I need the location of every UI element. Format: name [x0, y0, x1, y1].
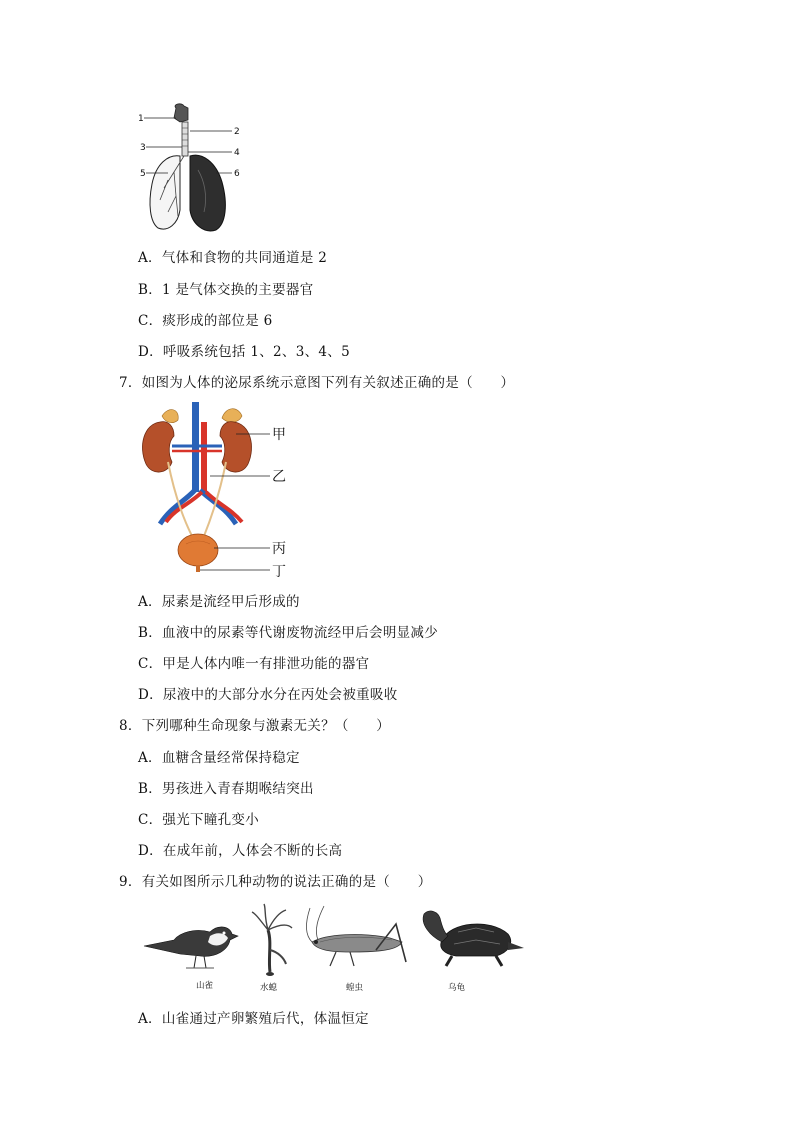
animals-figure [140, 902, 525, 994]
q9-stem: 9．有关如图所示几种动物的说法正确的是（ ） [119, 874, 432, 890]
q8-option-d: D．在成年前，人体会不断的长高 [138, 843, 343, 859]
hydra-image [252, 904, 292, 976]
caption-hydra: 水螅 [260, 983, 278, 993]
q6-option-d: D．呼吸系统包括 1、2、3、4、5 [138, 344, 350, 360]
grasshopper-image [306, 906, 406, 966]
caption-tit: 山雀 [196, 981, 214, 991]
resp-label-4: 4 [234, 148, 240, 158]
tit-bird-image [144, 927, 238, 968]
resp-label-5: 5 [140, 169, 146, 179]
resp-label-6: 6 [234, 169, 240, 179]
q8-option-c: C．强光下瞳孔变小 [138, 812, 260, 828]
urinary-label-jia: 甲 [272, 427, 286, 443]
q8-stem: 8．下列哪种生命现象与激素无关？（ ） [119, 718, 391, 734]
q6-option-c: C．痰形成的部位是 6 [138, 313, 273, 329]
q7-stem: 7．如图为人体的泌尿系统示意图下列有关叙述正确的是（ ） [119, 375, 515, 391]
q8-option-b: B．男孩进入青春期喉结突出 [138, 781, 314, 797]
caption-grasshopper: 蝗虫 [346, 983, 364, 993]
q7-option-d: D．尿液中的大部分水分在丙处会被重吸收 [138, 687, 398, 703]
caption-turtle: 乌龟 [448, 983, 466, 993]
q6-option-a: A．气体和食物的共同通道是 2 [138, 250, 328, 266]
urinary-label-bing: 丙 [272, 541, 286, 557]
urinary-label-ding: 丁 [272, 564, 286, 578]
resp-label-3: 3 [140, 143, 146, 153]
q8-option-a: A．血糖含量经常保持稳定 [138, 750, 300, 766]
q9-option-a: A．山雀通过产卵繁殖后代，体温恒定 [138, 1011, 369, 1027]
q6-option-b: B．1 是气体交换的主要器官 [138, 282, 314, 298]
turtle-image [423, 911, 524, 966]
resp-label-2: 2 [234, 127, 240, 137]
resp-label-1: 1 [138, 114, 144, 124]
q7-option-b: B．血液中的尿素等代谢废物流经甲后会明显减少 [138, 625, 439, 641]
q7-option-c: C．甲是人体内唯一有排泄功能的器官 [138, 656, 370, 672]
urinary-label-yi: 乙 [272, 469, 286, 485]
respiratory-system-figure [138, 100, 248, 236]
urinary-system-figure [138, 402, 298, 578]
q7-option-a: A．尿素是流经甲后形成的 [138, 594, 300, 610]
